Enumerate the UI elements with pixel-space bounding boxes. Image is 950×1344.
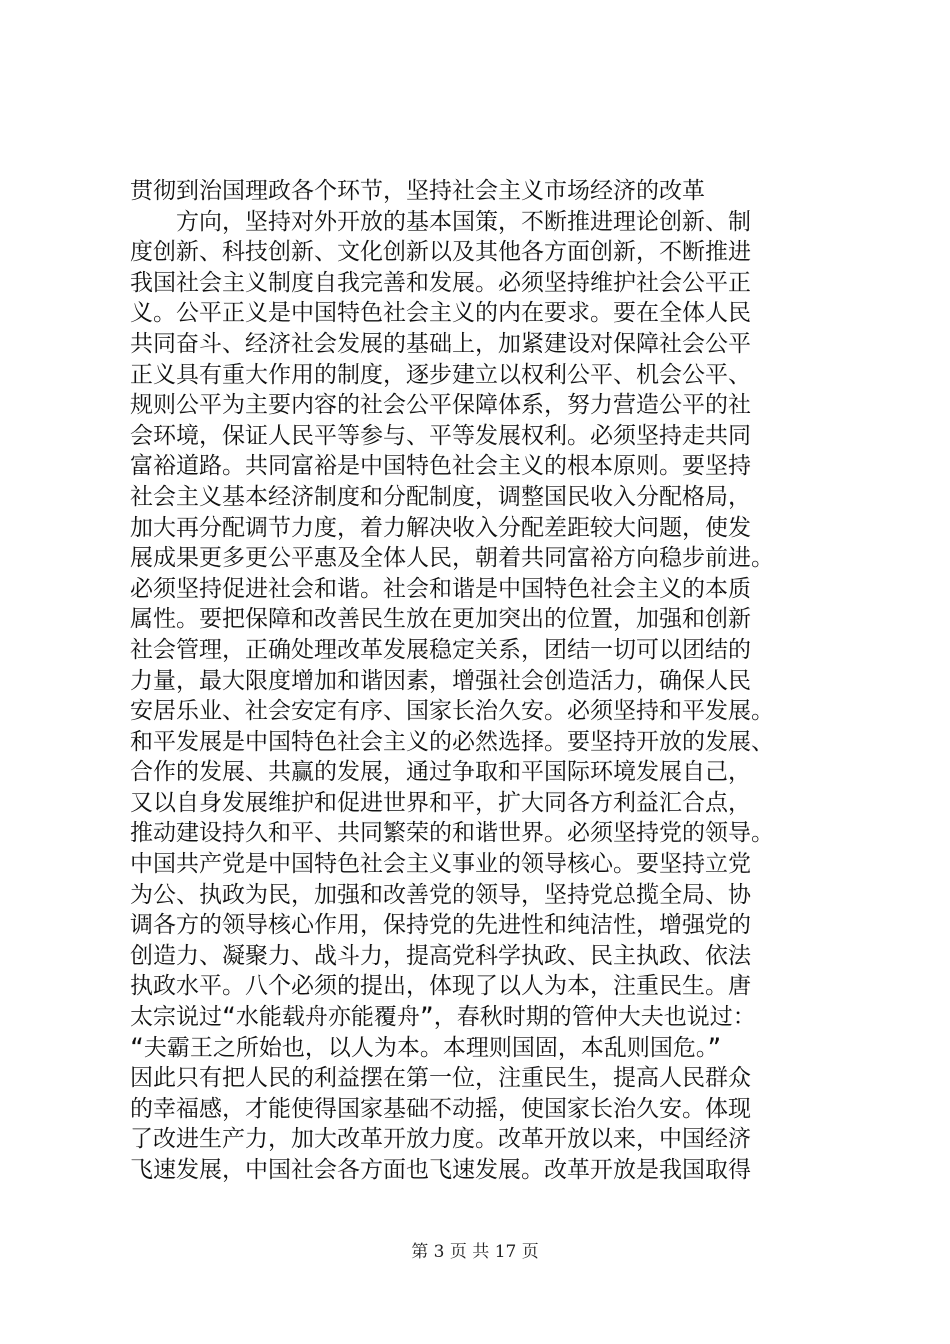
text-line: 规则公平为主要内容的社会公平保障体系，努力营造公平的社 [130, 392, 751, 419]
text-line: 社会管理，正确处理改革发展稳定关系，团结一切可以团结的 [130, 636, 751, 663]
text-line: 和平发展是中国特色社会主义的必然选择。要坚持开放的发展、 [130, 728, 774, 755]
text-line: 方向，坚持对外开放的基本国策，不断推进理论创新、制 [176, 208, 751, 235]
text-line: 调各方的领导核心作用，保持党的先进性和纯洁性，增强党的 [130, 912, 751, 939]
text-line: 推动建设持久和平、共同繁荣的和谐世界。必须坚持党的领导。 [130, 820, 774, 847]
text-line: 展成果更多更公平惠及全体人民，朝着共同富裕方向稳步前进。 [130, 545, 774, 572]
text-line: 中国共产党是中国特色社会主义事业的领导核心。要坚持立党 [130, 851, 751, 878]
text-line: 加大再分配调节力度，着力解决收入分配差距较大问题，使发 [130, 514, 751, 541]
text-line: 的幸福感，才能使得国家基础不动摇，使国家长治久安。体现 [130, 1095, 751, 1122]
text-line: 义。公平正义是中国特色社会主义的内在要求。要在全体人民 [130, 300, 751, 327]
text-line: 合作的发展、共赢的发展，通过争取和平国际环境发展自己， [130, 759, 751, 786]
text-line: “夫霸王之所始也，以人为本。本理则国固，本乱则国危。” [130, 1034, 722, 1061]
text-line: 又以自身发展维护和促进世界和平，扩大同各方利益汇合点， [130, 789, 751, 816]
text-line: 太宗说过“水能载舟亦能覆舟”，春秋时期的管仲大夫也说过： [130, 1004, 756, 1031]
text-line: 因此只有把人民的利益摆在第一位，注重民生，提高人民群众 [130, 1065, 751, 1092]
text-line: 度创新、科技创新、文化创新以及其他各方面创新，不断推进 [130, 239, 751, 266]
text-line: 属性。要把保障和改善民生放在更加突出的位置，加强和创新 [130, 606, 751, 633]
page-footer: 第 3 页 共 17 页 [411, 1242, 539, 1262]
text-line: 飞速发展，中国社会各方面也飞速发展。改革开放是我国取得 [130, 1157, 751, 1183]
text-line: 共同奋斗、经济社会发展的基础上，加紧建设对保障社会公平 [130, 330, 751, 357]
text-line: 贯彻到治国理政各个环节，坚持社会主义市场经济的改革 [130, 178, 705, 204]
text-line: 我国社会主义制度自我完善和发展。必须坚持维护社会公平正 [130, 269, 751, 296]
text-line: 富裕道路。共同富裕是中国特色社会主义的根本原则。要坚持 [130, 453, 751, 480]
text-line: 社会主义基本经济制度和分配制度，调整国民收入分配格局， [130, 483, 751, 510]
text-line: 必须坚持促进社会和谐。社会和谐是中国特色社会主义的本质 [130, 575, 751, 602]
text-line: 创造力、凝聚力、战斗力，提高党科学执政、民主执政、依法 [130, 942, 751, 969]
text-line: 了改进生产力，加大改革开放力度。改革开放以来，中国经济 [130, 1126, 751, 1153]
text-line: 安居乐业、社会安定有序、国家长治久安。必须坚持和平发展。 [130, 698, 774, 725]
text-line: 为公、执政为民，加强和改善党的领导，坚持党总揽全局、协 [130, 881, 751, 908]
text-line: 执政水平。八个必须的提出，体现了以人为本，注重民生。唐 [130, 973, 751, 1000]
text-line: 会环境，保证人民平等参与、平等发展权利。必须坚持走共同 [130, 422, 751, 449]
text-line: 正义具有重大作用的制度，逐步建立以权利公平、机会公平、 [130, 361, 751, 388]
body-text [130, 176, 830, 1186]
text-line: 力量，最大限度增加和谐因素，增强社会创造活力，确保人民 [130, 667, 751, 694]
